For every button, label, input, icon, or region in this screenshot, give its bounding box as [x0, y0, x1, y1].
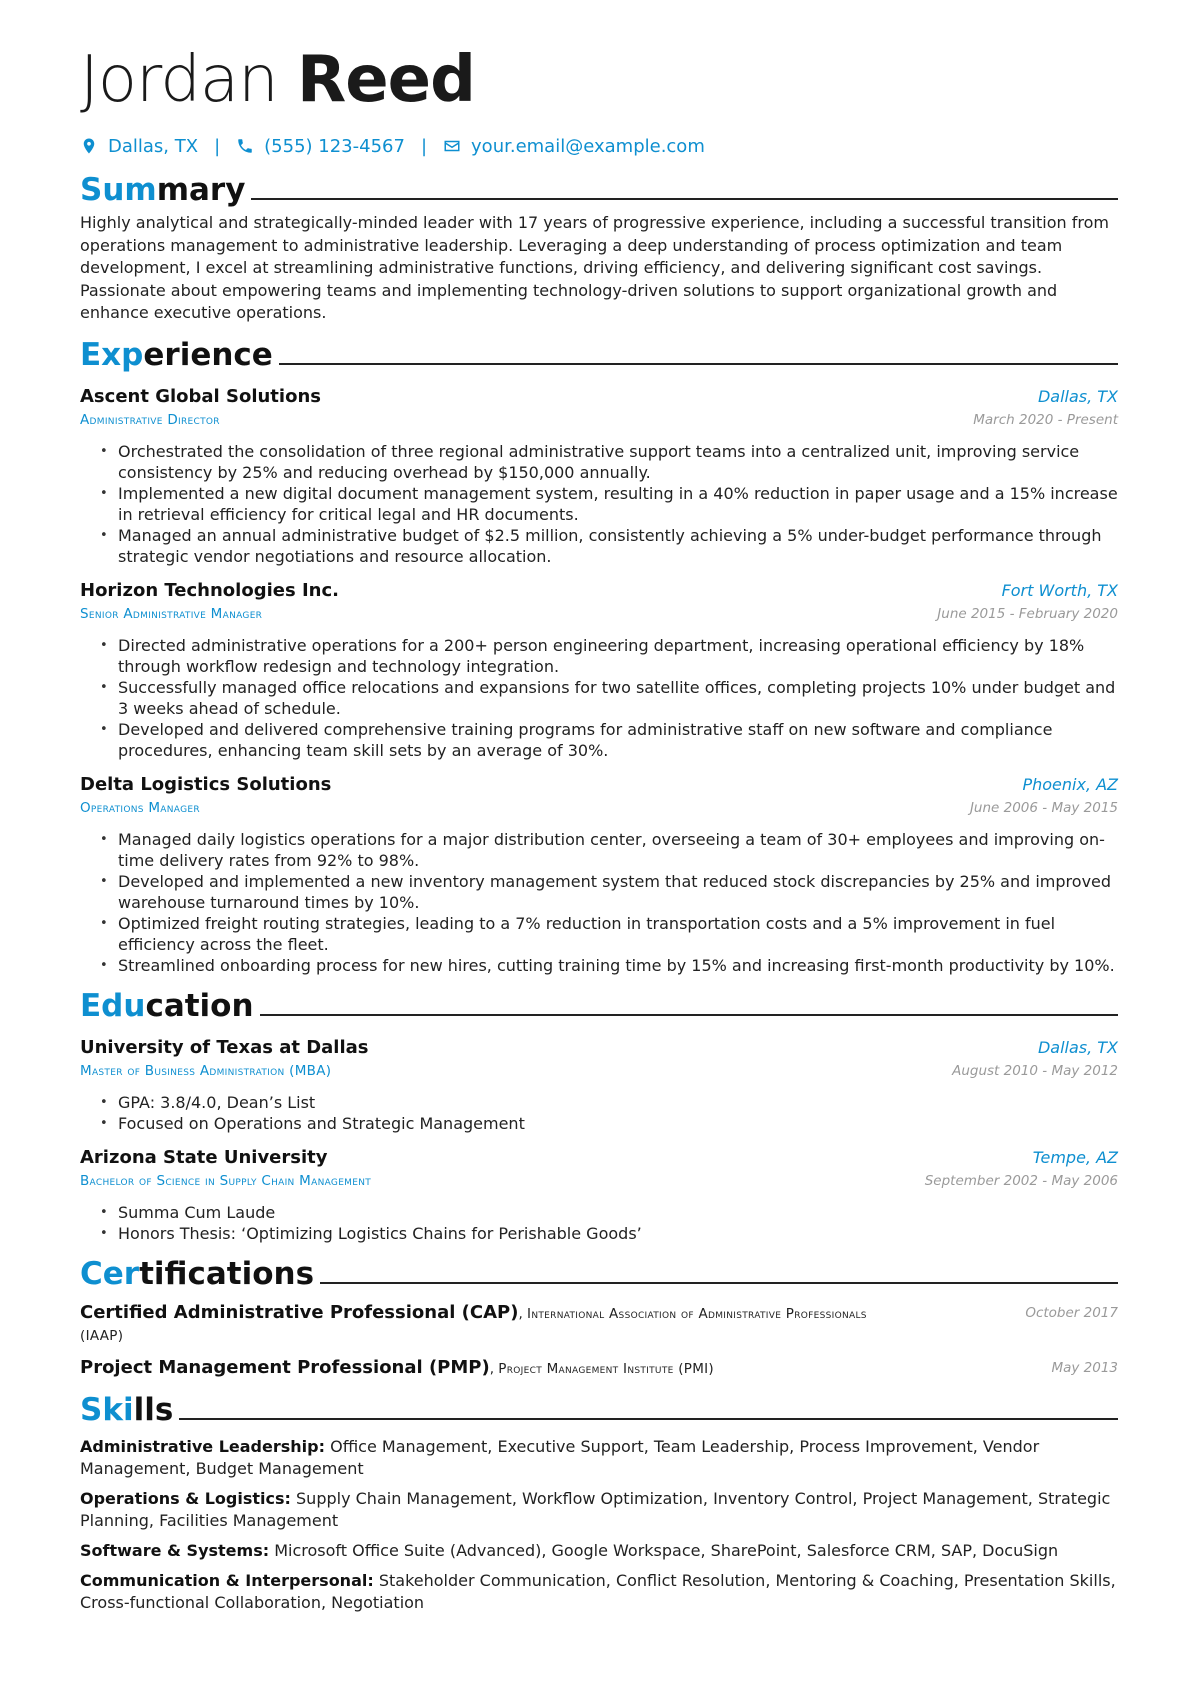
job-entry [80, 579, 1118, 761]
skill-line [80, 1488, 1118, 1532]
contact-phone[interactable] [236, 136, 405, 157]
job-entry [80, 773, 1118, 976]
map-pin-icon [80, 137, 98, 155]
skill-line [80, 1540, 1118, 1562]
email-link: your.email@example.com [471, 135, 705, 157]
skills-title-accent: Ski [80, 1391, 134, 1428]
experience-heading [80, 333, 1118, 373]
job-date: June 2015 - February 2020 [937, 605, 1118, 622]
job-entry [80, 385, 1118, 567]
section-rule [320, 1282, 1118, 1284]
bullet-item: • Managed daily logistics operations for a major distribution center, overseeing a team of 30+ employees and improving on-time delivery rates from 92% to 98%. [100, 829, 1118, 871]
job-date: June 2006 - May 2015 [969, 799, 1118, 816]
experience-title-rest: erience [143, 336, 273, 373]
first-name: Jordan [80, 43, 278, 117]
school-name: University of Texas at Dallas [80, 1036, 369, 1058]
job-bullets [100, 635, 1118, 761]
certifications-title-rest: tifications [139, 1255, 315, 1292]
section-rule [179, 1418, 1118, 1420]
contact-separator: | [214, 135, 221, 157]
location-text: Dallas, TX [108, 135, 199, 157]
certification-entry: Project Management Professional (PMP), Project Management Institute (PMI) May 2013 [80, 1356, 1118, 1378]
education-entry [80, 1036, 1118, 1134]
certification-name: Certified Administrative Professional (CAP) [80, 1301, 519, 1323]
bullet-item: • Streamlined onboarding process for new hires, cutting training time by 15% and increasing first-month productivity by 10%. [100, 955, 1118, 976]
job-date: March 2020 - Present [973, 411, 1118, 428]
phone-text: (555) 123-4567 [264, 135, 405, 157]
certifications-title-accent: Cer [80, 1255, 140, 1292]
education-title-rest: cation [145, 987, 254, 1024]
skill-list: Office Management, Executive Support, Team Leadership, Process Improvement, Vendor Management, Budget Management [80, 1436, 1040, 1478]
bullet-item: • Managed an annual administrative budget of $2.5 million, consistently achieving a 5% under-budget performance through strategic vendor negotiations and resource allocation. [100, 525, 1118, 567]
certification-issuer: Project Management Institute (PMI) [498, 1360, 715, 1377]
job-role: Administrative Director [80, 411, 220, 428]
job-location: Phoenix, AZ [1022, 774, 1118, 794]
skill-category: Software & Systems: [80, 1540, 270, 1560]
school-date: August 2010 - May 2012 [952, 1062, 1118, 1079]
bullet-item: • GPA: 3.8/4.0, Dean’s List [100, 1092, 1118, 1113]
skill-category: Communication & Interpersonal: [80, 1570, 374, 1590]
job-organization: Delta Logistics Solutions [80, 773, 332, 795]
skill-category: Administrative Leadership: [80, 1436, 325, 1456]
certification-entry: Certified Administrative Professional (CAP), International Association of Administrative Professionals (IAAP) October 2017 [80, 1302, 1118, 1347]
bullet-item: • Summa Cum Laude [100, 1202, 1118, 1223]
education-bullets [100, 1092, 1118, 1134]
bullet-item: • Orchestrated the consolidation of three regional administrative support teams into a centralized unit, improving service consistency by 25% and reducing overhead by $150,000 annually. [100, 441, 1118, 483]
education-entry [80, 1146, 1118, 1244]
contact-bar [80, 132, 1118, 160]
degree: Master of Business Administration (MBA) [80, 1062, 332, 1079]
education-title-accent: Edu [80, 987, 146, 1024]
degree: Bachelor of Science in Supply Chain Management [80, 1172, 372, 1189]
bullet-item: • Developed and implemented a new inventory management system that reduced stock discrepancies by 25% and improved warehouse turnaround times by 10%. [100, 871, 1118, 913]
certifications-heading [80, 1252, 1118, 1292]
contact-location [80, 136, 198, 157]
job-location: Dallas, TX [1037, 386, 1118, 406]
certification-date: October 2017 [1025, 1304, 1118, 1321]
skill-category: Operations & Logistics: [80, 1488, 291, 1508]
certification-name: Project Management Professional (PMP) [80, 1356, 490, 1378]
summary-title-rest: mary [156, 172, 246, 208]
envelope-icon [443, 137, 461, 155]
school-location: Tempe, AZ [1032, 1147, 1118, 1167]
summary-text: Highly analytical and strategically-minded leader with 17 years of progressive experience, including a successful transition from operations management to administrative leadership. Leveraging a deep understanding of process optimization and team development, I excel at streamlining administrative functions, driving efficiency, and delivering significant cost savings. Passionate about empowering teams and implementing technology-driven solutions to support organizational growth and enhance executive operations. [80, 213, 1109, 322]
skill-list: Supply Chain Management, Workflow Optimization, Inventory Control, Project Management, Strategic Planning, Facilities Management [80, 1488, 1111, 1530]
section-rule [251, 198, 1118, 200]
job-organization: Ascent Global Solutions [80, 385, 321, 407]
job-bullets [100, 441, 1118, 567]
school-name: Arizona State University [80, 1146, 328, 1168]
candidate-name [80, 40, 1118, 120]
bullet-item: • Developed and delivered comprehensive training programs for administrative staff on new software and compliance procedures, enhancing team skill sets by an average of 30%. [100, 719, 1118, 761]
skill-line [80, 1436, 1118, 1480]
bullet-item: • Optimized freight routing strategies, leading to a 7% reduction in transportation costs and a 5% improvement in fuel efficiency across the fleet. [100, 913, 1118, 955]
summary-heading [80, 168, 1118, 208]
skills-heading [80, 1388, 1118, 1428]
job-role: Operations Manager [80, 799, 200, 816]
contact-separator: | [420, 135, 428, 157]
education-bullets [100, 1202, 1118, 1244]
experience-title-accent: Exp [80, 336, 144, 373]
school-location: Dallas, TX [1037, 1037, 1118, 1057]
bullet-item: • Honors Thesis: ‘Optimizing Logistics Chains for Perishable Goods’ [100, 1223, 1118, 1244]
skills-title-rest: lls [133, 1391, 174, 1428]
bullet-item: • Directed administrative operations for a 200+ person engineering department, increasing operational efficiency by 18% through workflow redesign and technology integration. [100, 635, 1118, 677]
job-role: Senior Administrative Manager [80, 605, 263, 622]
skill-line [80, 1570, 1118, 1614]
section-rule [279, 363, 1118, 365]
section-rule [260, 1014, 1118, 1016]
job-bullets [100, 829, 1118, 976]
bullet-item: • Focused on Operations and Strategic Management [100, 1113, 1118, 1134]
summary-title-accent: Sum [80, 172, 157, 208]
last-name: Reed [296, 43, 475, 117]
certification-date: May 2013 [1051, 1359, 1118, 1376]
skill-list: Stakeholder Communication, Conflict Resolution, Mentoring & Coaching, Presentation Skills, Cross-functional Collaboration, Negotiation [80, 1570, 1116, 1612]
contact-email[interactable] [443, 136, 705, 157]
bullet-item: • Successfully managed office relocations and expansions for two satellite offices, completing projects 10% under budget and 3 weeks ahead of schedule. [100, 677, 1118, 719]
phone-icon [236, 137, 254, 155]
bullet-item: • Implemented a new digital document management system, resulting in a 40% reduction in paper usage and a 15% increase in retrieval efficiency for critical legal and HR documents. [100, 483, 1118, 525]
job-location: Fort Worth, TX [1001, 580, 1118, 600]
certification-issuer: International Association of Administrative Professionals (IAAP) [80, 1305, 867, 1344]
job-organization: Horizon Technologies Inc. [80, 579, 339, 601]
school-date: September 2002 - May 2006 [924, 1172, 1118, 1189]
education-heading [80, 984, 1118, 1024]
resume-page [80, 40, 1118, 1614]
skill-list: Microsoft Office Suite (Advanced), Google Workspace, SharePoint, Salesforce CRM, SAP, DocuSign [274, 1540, 1059, 1560]
